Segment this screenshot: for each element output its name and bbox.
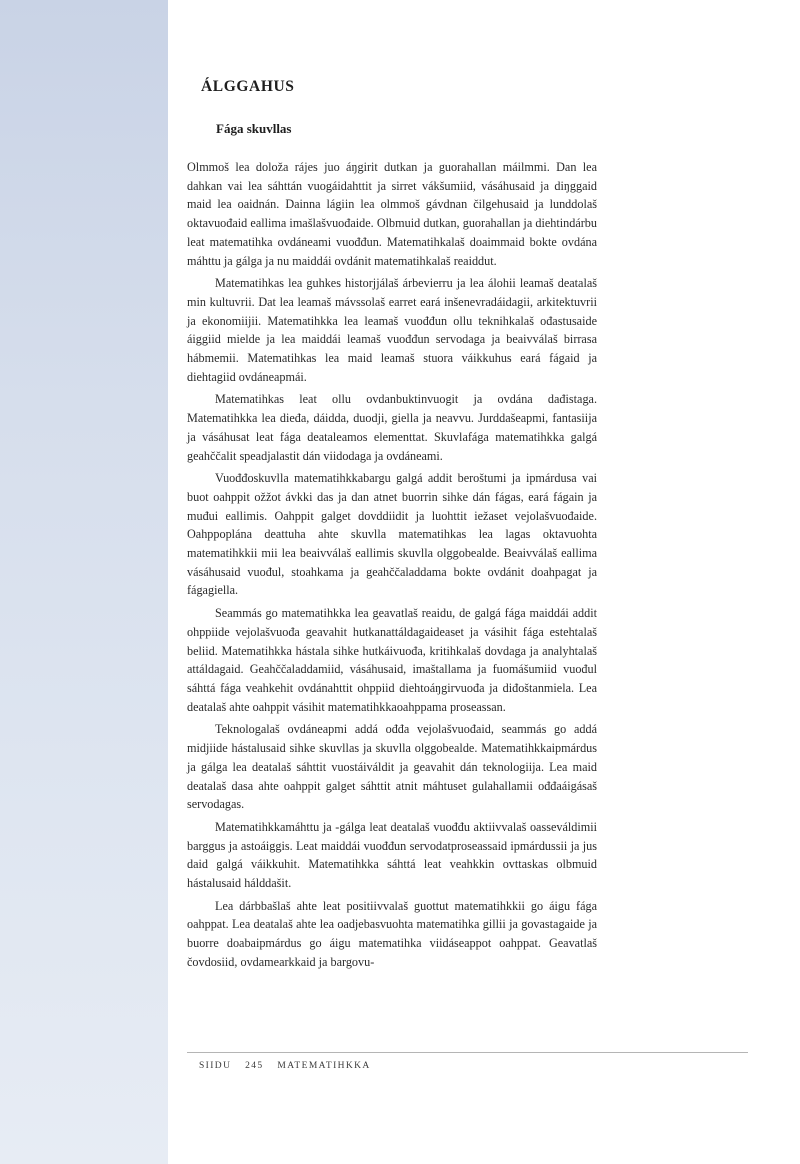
paragraph-1: Olmmoš lea doloža rájes juo áŋgirit dutkan ja guorahallan máilmmi. Dan lea dahkan vai lea sáhttán vuogáidahttit ja sirret vákšumiid, vásáhusaid ja diŋggaid maid lea oaidnán. Dainna lágiin lea olmmoš gávdnan čilgehusaid ja lunddolaš oktavuođaid eallima imašlašvuođaide. Olbmuid dutkan, guorahallan ja diehtindárbu leat matematihka ovdáneami vuođđun. Matematihkalaš doaimmaid bokte ovdána máhttu ja gálga ja nu maiddái ovdánit matematihkalaš reaiddut. xyxy=(187,160,597,268)
paragraph-3: Matematihkas leat ollu ovdanbuktinvuogit ja ovdána dađistaga. Matematihkka lea dieđa, dáidda, duodji, giella ja neavvu. Jurddašeapmi, fantasiija ja vásáhusat leat fága deataleamos elementtat. Skuvlafága matematihkka galgá geahččalit speadjalastit dán viidodaga ja ovdáneami. xyxy=(187,392,597,463)
paragraph-8: Lea dárbbašlaš ahte leat positiivvalaš guottut matematihkkii go áigu fága oahppat. Lea deatalaš ahte lea oadjebasvuohta matematihka gillii ja govastagaide ja buorre doabaipmárdus go áigu matematihka viidáseappot oahppat. Geavatlaš čovdosiid, ovdamearkkaid ja bargovu- xyxy=(187,898,597,969)
paragraph-2: Matematihkas lea guhkes historjjálaš árbevierru ja lea álohii leamaš deatalaš min kultuvrii. Dat lea leamaš mávssolaš earret eará inšenevradáidagii, arkitektuvrii ja ekonomiijii. Matematihkka lea leamaš vuođđun ollu teknihkalaš ođastusaide áiggiid mielde ja lea maiddái leamaš vuođđun servodaga ja beaivválaš birrasa hábmemii. Matematihkas lea maid leamaš stuora váikkuhus eará fágaid ja diehtagiid ovdáneapmái. xyxy=(187,276,597,384)
page-edge-background xyxy=(0,0,168,1164)
footer-divider xyxy=(187,1052,748,1053)
page-footer xyxy=(199,1061,381,1071)
footer-section-label: SIIDU xyxy=(199,1061,232,1071)
paragraph-7: Matematihkkamáhttu ja -gálga leat deatalaš vuođđu aktiivvalaš oasseváldimii barggus ja astoáiggis. Leat maiddái vuođđun servodatproseassaid ipmárdussii ja jus daid galgá váikkuhit. Matematihkka sáhttá leat veahkkin ovttaskas olbmuid hástalusaid hálddašit. xyxy=(187,819,597,891)
paragraph-4: Vuođđoskuvlla matematihkkabargu galgá addit beroštumi ja ipmárdusa vai buot oahppit ožžot ávkki das ja dan atnet buorrin sihke dán fágas, eará fágain ja muđui eallimis. Oahppit galget dovddiidit ja luohttit iežaset vejolašvuođaide. Oahppoplána deattuha ahte skuvlla matematihkas lea lagas oktavuohta matematihkkii mii lea beaivválaš eallimis skuvlla olggobealde. Beaivválaš eallima vásáhusaid vuođul, stoahkama ja geahččaladdama bokte ovdánit doahpagat ja fágagiella. xyxy=(187,471,597,598)
section-subheading: Fága skuvllas xyxy=(216,121,292,136)
footer-page-number: 245 xyxy=(245,1061,264,1071)
paragraph-5: Seammás go matematihkka lea geavatlaš reaidu, de galgá fága maiddái addit ohppiide vejolašvuođa geavahit hutkanattáldagaideaset ja vásihit fága estehtalaš beliid. Matematihkka hástala sihke hutkáivuođa, kritihkalaš dovdaga ja analyhtalaš attáldagaid. Geahččaladdamiid, vásáhusaid, imaštallama ja fuomášumiid vuođul sáhttá fága veahkehit ovdánahttit ohppiid diehtoáŋgirvuođa ja diđoštanmiela. Lea deatalaš ahte oahppit vásihit matematihkkaoahppama proseassan. xyxy=(187,606,597,714)
footer-subject: MATEMATIHKKA xyxy=(277,1061,371,1071)
chapter-heading: ÁLGGAHUS xyxy=(201,78,295,95)
body-text xyxy=(187,158,597,976)
paragraph-6: Teknologalaš ovdáneapmi addá ođđa vejolašvuođaid, seammás go addá midjiide hástalusaid sihke skuvllas ja skuvlla olggobealde. Matematihkkaipmárdus ja gálga lea deatalaš sáhttit vuostáiváldit ja geavahit dán teknologiija. Lea maid deatalaš dasa ahte oahppit galget sáhttit atnit máhtuset gulahallamii ođđaáigásaš servodagas. xyxy=(187,722,597,812)
